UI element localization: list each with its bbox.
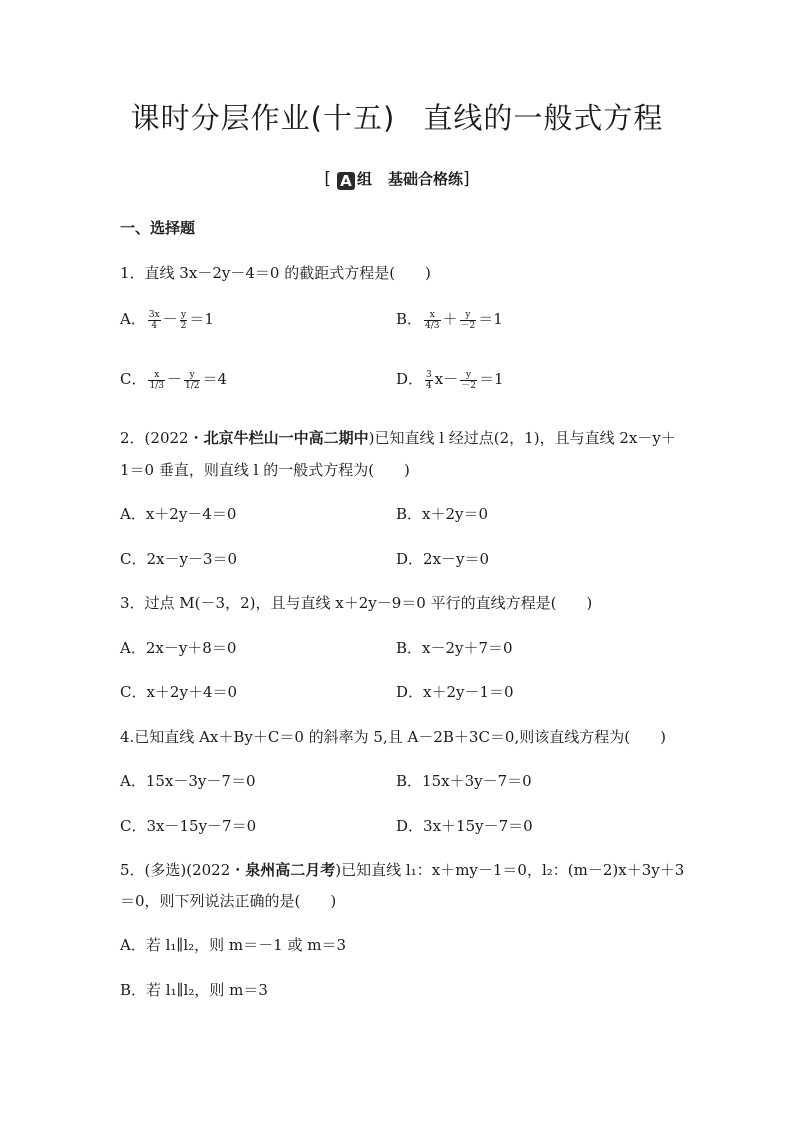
section-heading: 一、选择题 [120,219,196,237]
q5-option-a: A．若 l₁∥l₂，则 m＝－1 或 m＝3 [120,936,346,954]
q4-option-b: B．15x＋3y－7＝0 [396,772,532,790]
q1-option-d: D． $\frac{3}{4}$ x－ $\frac{y}{-2}$ ＝1 [396,369,504,391]
q2-option-b: B．x＋2y＝0 [396,505,489,523]
q2-stem-line1: 2．(2022・北京牛栏山一中高二期中)已知直线 l 经过点(2，1)，且与直线 2x－y＋ [120,429,676,447]
q2-option-d: D．2x－y＝0 [396,550,490,568]
q4-stem: 4.已知直线 Ax＋By＋C＝0 的斜率为 5,且 A－2B＋3C＝0,则该直线方程为( ) [120,728,666,746]
q3-option-c: C．x＋2y＋4＝0 [120,683,238,701]
q3-option-a: A．2x－y＋8＝0 [120,639,237,657]
q5-option-b: B．若 l₁∥l₂，则 m＝3 [120,981,268,999]
q5-stem-line1: 5．(多选)(2022・泉州高二月考)已知直线 l₁：x＋my－1＝0，l₂：(m－2)x＋3y＋3 [120,861,685,879]
q4-option-d: D．3x＋15y－7＝0 [396,817,533,835]
q3-option-b: B．x－2y＋7＝0 [396,639,513,657]
q3-option-d: D．x＋2y－1＝0 [396,683,514,701]
group-label: 基础合格练 [388,170,464,188]
q1-option-b: B． $\frac{x}{4/3}$ ＋ $\frac{y}{-2}$ ＝1 [396,309,503,331]
group-name: 组 [356,170,372,188]
q1-stem: 1．直线 3x－2y－4＝0 的截距式方程是( ) [120,264,431,282]
group-heading: [ A 组 基础合格练] [324,169,470,190]
q2-option-a: A．x＋2y－4＝0 [120,505,237,523]
q5-stem-line2: ＝0，则下列说法正确的是( ) [120,892,337,910]
q5-source: 泉州高二月考 [245,861,336,879]
title-main: 课时分层作业(十五) [130,101,396,135]
group-badge: A [337,172,355,190]
page-title [0,96,794,137]
q2-option-c: C．2x－y－3＝0 [120,550,238,568]
q4-option-c: C．3x－15y－7＝0 [120,817,257,835]
q4-option-a: A．15x－3y－7＝0 [120,772,256,790]
title-sub: 直线的一般式方程 [423,101,664,135]
q2-source: 北京牛栏山一中高二期中 [203,429,369,447]
q1-option-a: A． $\frac{3x}{4}$ － $\frac{y}{2}$ ＝1 [120,309,214,331]
q1-option-c: C． $\frac{x}{1/3}$ － $\frac{y}{1/2}$ ＝4 [120,369,228,391]
q2-stem-line2: 1＝0 垂直，则直线 l 的一般式方程为( ) [120,461,410,479]
q3-stem: 3．过点 M(－3，2)，且与直线 x＋2y－9＝0 平行的直线方程是( ) [120,594,593,612]
